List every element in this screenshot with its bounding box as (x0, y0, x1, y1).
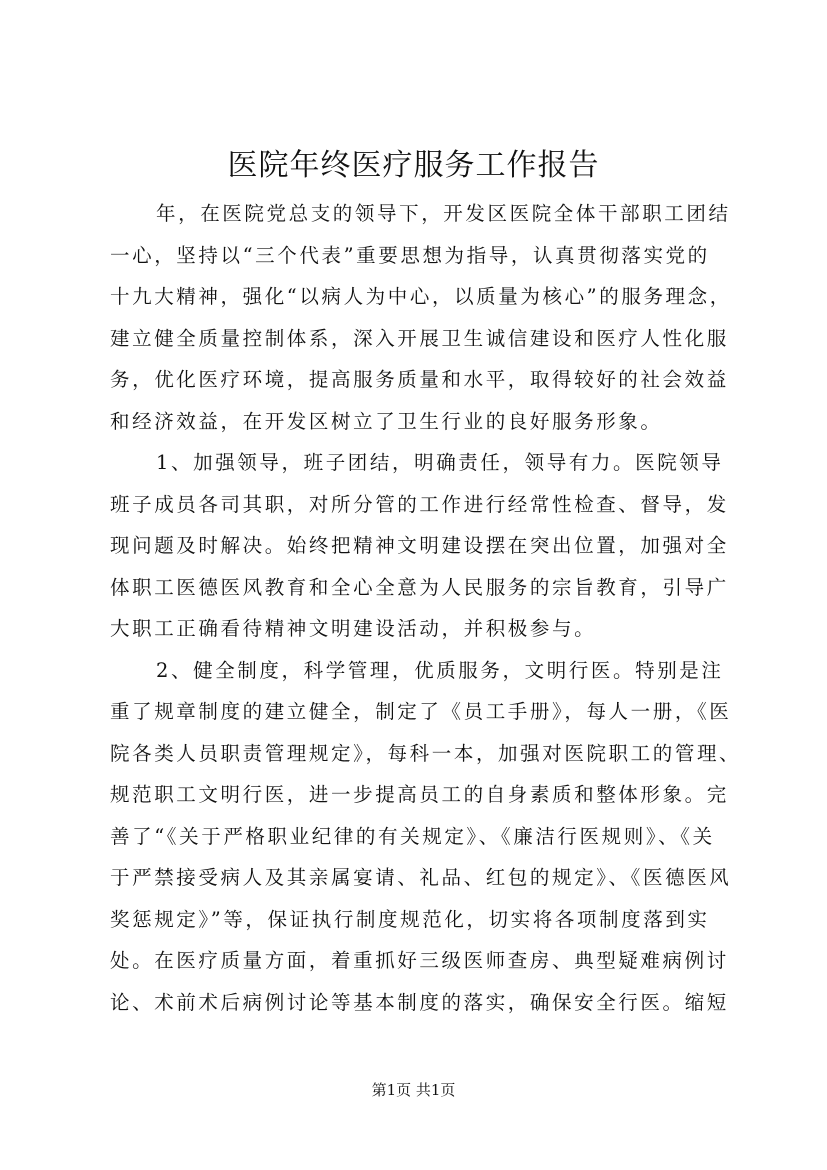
paragraph-line: 和经济效益，在开发区树立了卫生行业的良好服务形象。 (110, 409, 663, 433)
paragraph-line: 大职工正确看待精神文明建设活动，并积极参与。 (110, 617, 597, 640)
paragraph-line: 论、术前术后病例讨论等基本制度的落实，确保安全行医。缩短 (110, 990, 729, 1014)
paragraph-line: 于严禁接受病人及其亲属宴请、礼品、红包的规定》、《医德医风 (110, 866, 732, 889)
paragraph-line: 善了“《关于严格职业纪律的有关规定》、《廉洁行医规则》、《关 (110, 824, 715, 848)
paragraph-line: 1、加强领导，班子团结，明确责任，领导有力。医院领导 (156, 451, 724, 474)
paragraph-line: 规范职工文明行医，进一步提高员工的自身素质和整体形象。完 (110, 783, 729, 806)
paragraph-line: 体职工医德医风教育和全心全意为人民服务的宗旨教育，引导广 (110, 575, 729, 599)
paragraph-line: 奖惩规定》”等，保证执行制度规范化，切实将各项制度落到实 (110, 907, 710, 931)
paragraph-line: 务，优化医疗环境，提高服务质量和水平，取得较好的社会效益 (110, 368, 729, 391)
paragraph-line: 年，在医院党总支的领导下，开发区医院全体干部职工团结 (156, 202, 731, 225)
paragraph-line: 重了规章制度的建立健全，制定了《员工手册》，每人一册，《医 (110, 700, 732, 723)
document-body (110, 193, 750, 1023)
paragraph-line: 班子成员各司其职，对所分管的工作进行经常性检查、督导，发 (110, 492, 729, 516)
page-footer: 第1页 共1页 (371, 1081, 456, 1099)
paragraph-line: 院各类人员职责管理规定》，每科一本，加强对医院职工的管理、 (110, 741, 742, 765)
paragraph-line: 一心，坚持以“三个代表”重要思想为指导，认真贯彻落实党的 (110, 243, 710, 267)
paragraph-line: 建立健全质量控制体系，深入开展卫生诚信建设和医疗人性化服 (110, 326, 729, 350)
document-title: 医院年终医疗服务工作报告 (227, 148, 600, 183)
paragraph-line: 现问题及时解决。始终把精神文明建设摆在突出位置，加强对全 (110, 534, 729, 557)
paragraph-line: 2、健全制度，科学管理，优质服务，文明行医。特别是注 (156, 658, 724, 682)
paragraph-line: 处。在医疗质量方面，着重抓好三级医师查房、典型疑难病例讨 (110, 949, 729, 972)
paragraph-line: 十九大精神，强化“以病人为中心，以质量为核心”的服务理念， (110, 285, 732, 308)
